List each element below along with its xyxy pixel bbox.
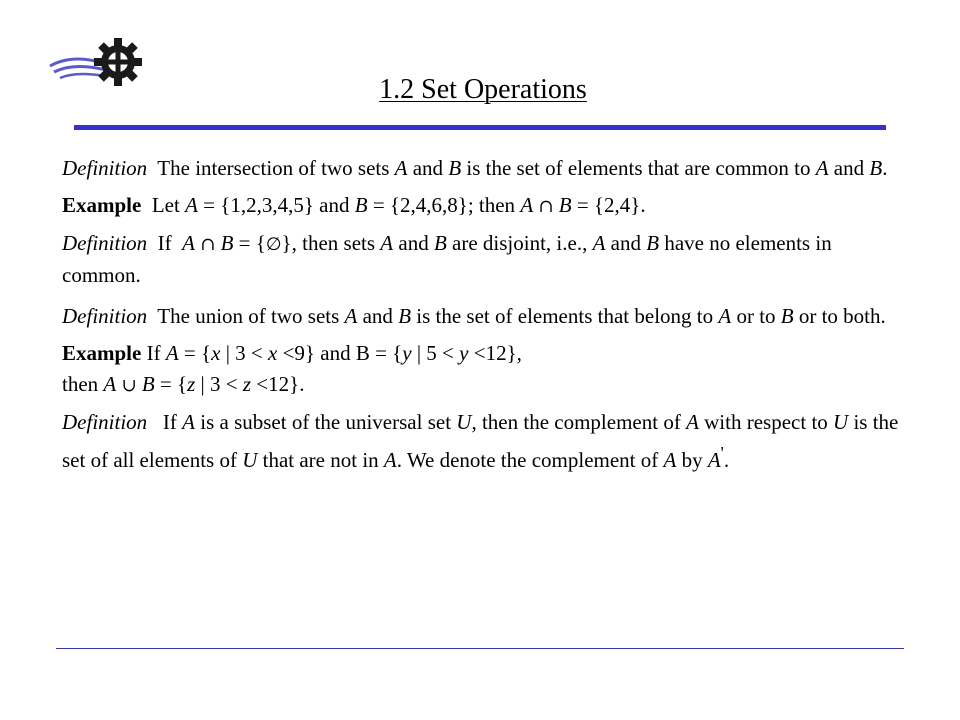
term-label: Definition xyxy=(62,156,148,180)
definition-disjoint: Definition If A ∩ B = {∅}, then sets A and B are disjoint, i.e., A and B have no elements in common. xyxy=(62,231,832,287)
intersection-symbol: ∩ xyxy=(200,234,216,255)
intersection-symbol: ∩ xyxy=(538,196,554,217)
example-label: Example xyxy=(62,193,142,217)
term-label: Definition xyxy=(62,410,148,434)
term-label: Definition xyxy=(62,304,148,328)
term-label: Definition xyxy=(62,231,148,255)
footer-rule xyxy=(56,648,904,649)
example-union: Example If A = {x | 3 < x <9} and B = {y | 5 < y <12}, then A ∪ B = {z | 3 < z <12}. xyxy=(62,341,522,396)
union-symbol: ∪ xyxy=(121,375,137,396)
empty-set-symbol: ∅ xyxy=(265,234,282,255)
example-label: Example xyxy=(62,341,142,365)
page-title xyxy=(0,70,960,110)
slide-content xyxy=(62,153,912,486)
definition-intersection: Definition The intersection of two sets A and B is the set of elements that are common to A and B. xyxy=(62,156,888,180)
prime-mark: ' xyxy=(720,443,724,463)
definition-complement: Definition If A is a subset of the universal set U, then the complement of A with respect to U is the set of all elements of U that are not in A. We denote the complement of A by A'. xyxy=(62,410,899,472)
title-underline-rule xyxy=(74,125,886,130)
title-text: 1.2 Set Operations xyxy=(379,74,587,105)
definition-union: Definition The union of two sets A and B is the set of elements that belong to A or to B or to both. xyxy=(62,304,886,328)
example-intersection: Example Let A = {1,2,3,4,5} and B = {2,4,6,8}; then A ∩ B = {2,4}. xyxy=(62,193,646,217)
